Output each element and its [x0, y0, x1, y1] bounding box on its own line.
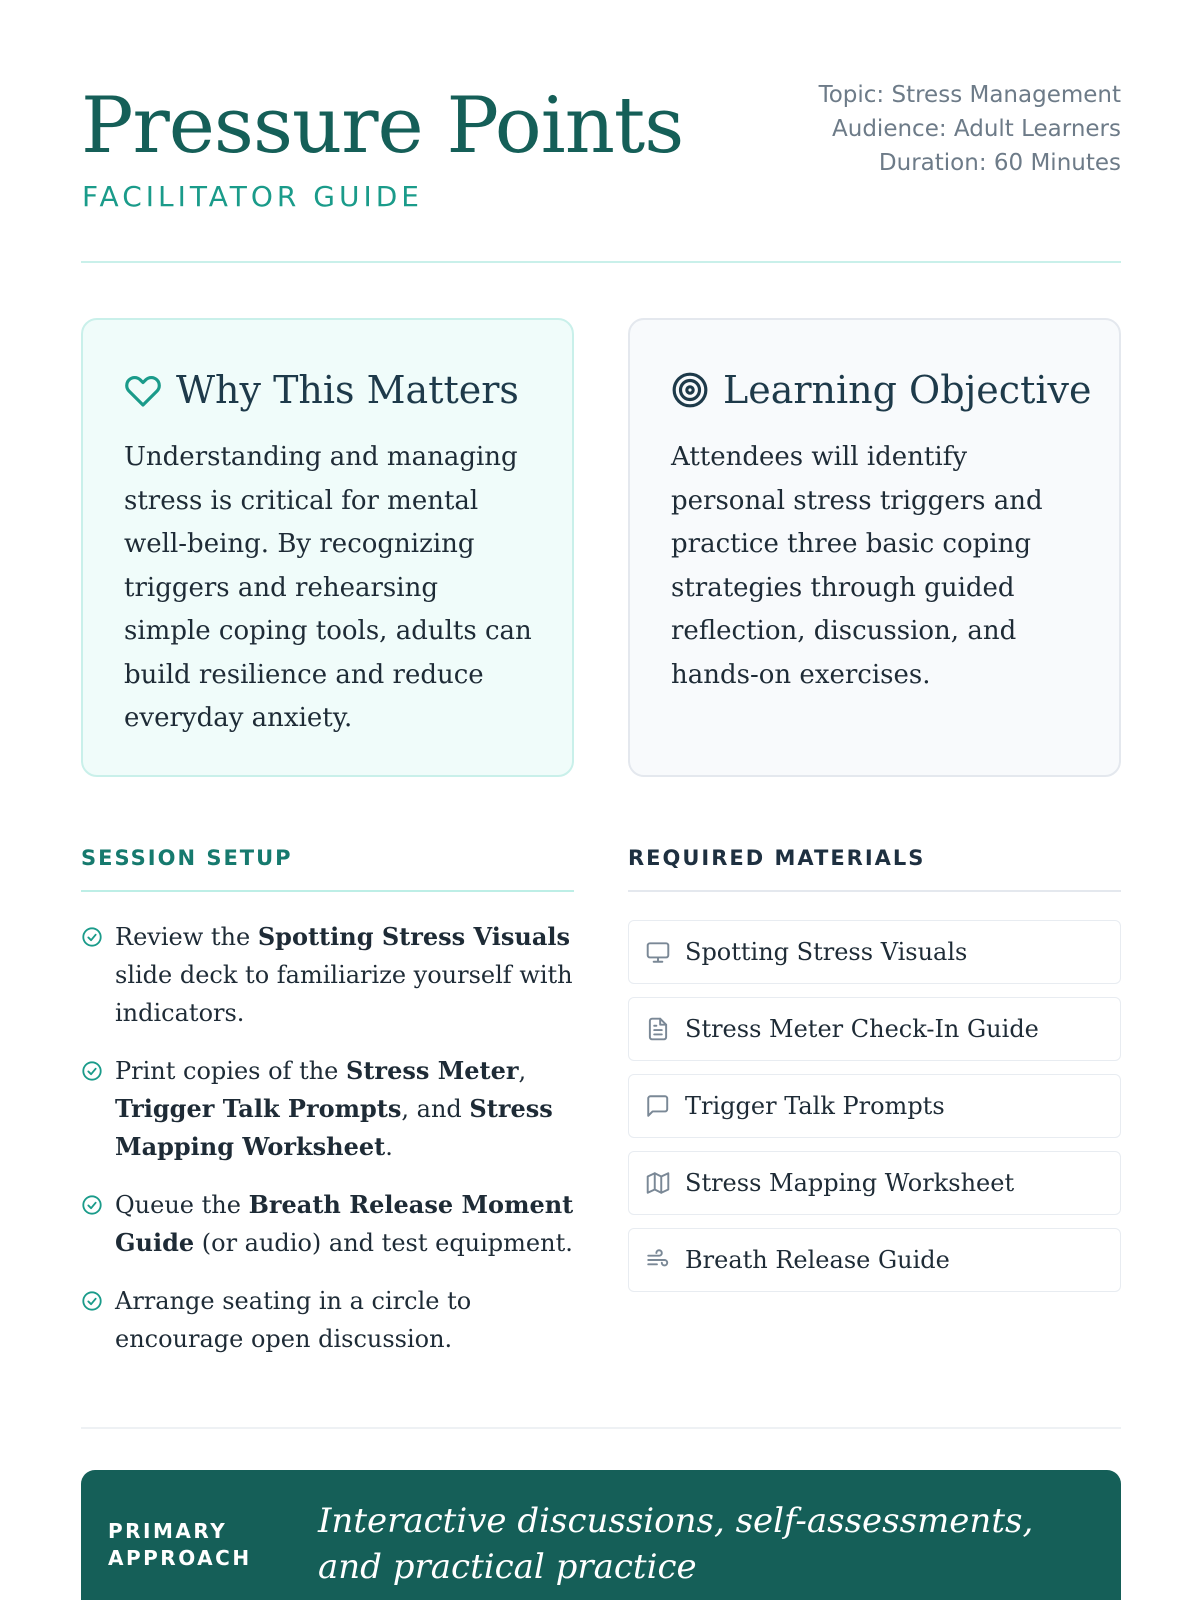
material-label: Breath Release Guide	[685, 1246, 950, 1274]
required-materials-list	[628, 920, 1121, 1305]
target-icon	[671, 371, 709, 409]
map-icon	[645, 1170, 671, 1196]
meta-topic: Topic: Stress Management	[818, 82, 1121, 108]
setup-item-queue	[81, 1186, 574, 1262]
session-setup-heading: SESSION SETUP	[81, 846, 293, 870]
check-circle-icon	[81, 1290, 103, 1312]
bottom-divider	[81, 1427, 1121, 1429]
setup-item-text: Print copies of the Stress Meter, Trigger Talk Prompts, and Stress Mapping Worksheet.	[115, 1056, 553, 1161]
learning-objective-card	[628, 318, 1121, 777]
material-item-trigger-talk-prompts[interactable]	[628, 1074, 1121, 1138]
objective-card-title: Learning Objective	[723, 368, 1092, 412]
primary-approach-banner	[81, 1470, 1121, 1600]
material-item-breath-release-guide[interactable]	[628, 1228, 1121, 1292]
material-label: Stress Meter Check-In Guide	[685, 1015, 1039, 1043]
required-materials-heading: REQUIRED MATERIALS	[628, 846, 926, 870]
meta-audience: Audience: Adult Learners	[832, 116, 1121, 142]
speech-bubble-icon	[645, 1093, 671, 1119]
session-setup-list	[81, 918, 574, 1378]
material-label: Stress Mapping Worksheet	[685, 1169, 1015, 1197]
why-card-body: Understanding and managing stress is critical for mental well-being. By recognizing triggers and rehearsing simple coping tools, adults can build resilience and reduce everyday anxiety.	[124, 442, 532, 733]
setup-item-text: Queue the Breath Release Moment Guide (or audio) and test equipment.	[115, 1190, 574, 1257]
page-title: Pressure Points	[81, 81, 684, 171]
check-circle-icon	[81, 1060, 103, 1082]
session-meta	[819, 78, 1121, 180]
page-subtitle: FACILITATOR GUIDE	[82, 180, 423, 213]
setup-item-print	[81, 1052, 574, 1166]
objective-card-header	[671, 364, 1092, 416]
material-item-stress-meter-guide[interactable]	[628, 997, 1121, 1061]
material-label: Trigger Talk Prompts	[685, 1092, 945, 1120]
wind-icon	[645, 1247, 671, 1273]
check-circle-icon	[81, 926, 103, 948]
setup-item-review	[81, 918, 574, 1032]
why-this-matters-card	[81, 318, 574, 777]
header-divider	[81, 261, 1121, 263]
document-icon	[645, 1016, 671, 1042]
required-materials-divider	[628, 890, 1121, 892]
heart-icon	[124, 371, 162, 409]
session-setup-divider	[81, 890, 574, 892]
monitor-icon	[645, 939, 671, 965]
material-item-spotting-stress-visuals[interactable]	[628, 920, 1121, 984]
meta-duration: Duration: 60 Minutes	[878, 150, 1121, 176]
header	[81, 78, 1121, 228]
primary-approach-label: PRIMARY APPROACH	[108, 1519, 252, 1570]
why-card-title: Why This Matters	[176, 368, 519, 412]
check-circle-icon	[81, 1194, 103, 1216]
setup-item-arrange	[81, 1282, 574, 1358]
objective-card-body: Attendees will identify personal stress triggers and practice three basic coping strategies through guided reflection, discussion, and hands-on exercises.	[671, 442, 1043, 690]
material-label: Spotting Stress Visuals	[685, 938, 968, 966]
material-item-stress-mapping-worksheet[interactable]	[628, 1151, 1121, 1215]
primary-approach-text: Interactive discussions, self-assessments, and practical practice	[318, 1501, 1034, 1587]
setup-item-text: Arrange seating in a circle to encourage open discussion.	[115, 1287, 472, 1353]
setup-item-text: Review the Spotting Stress Visuals slide deck to familiarize yourself with indicators.	[115, 922, 573, 1027]
why-card-header	[124, 364, 532, 416]
